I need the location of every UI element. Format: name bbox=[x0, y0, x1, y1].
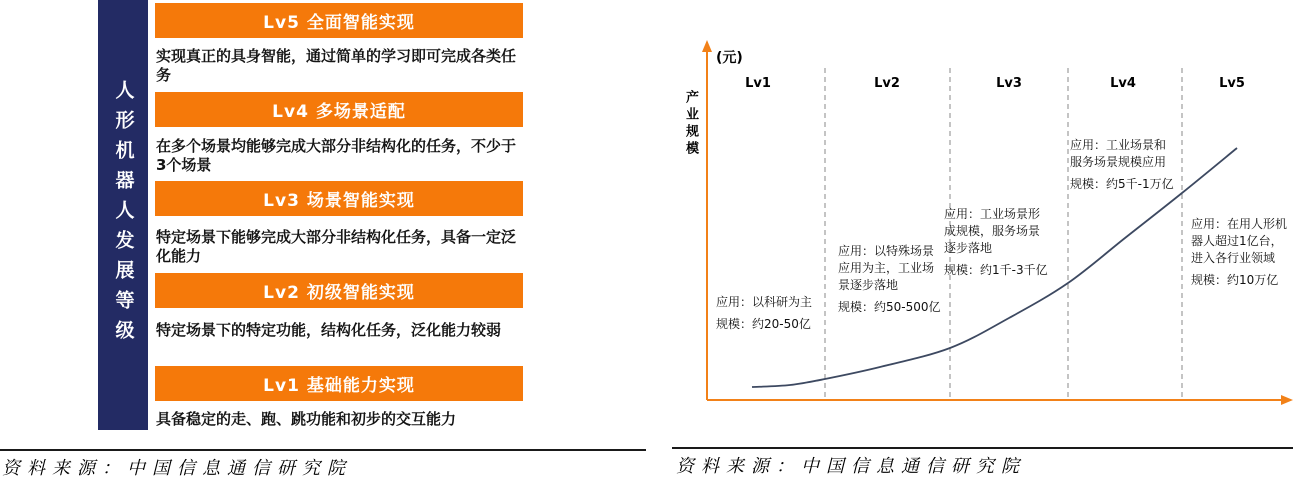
level-bar-lv3: Lv3 场景智能实现 bbox=[155, 181, 523, 216]
y-axis-title: 产业规模 bbox=[683, 90, 698, 158]
column-header-lv2: Lv2 bbox=[874, 76, 900, 91]
level-description-lv2: 特定场景下的特定功能，结构化任务，泛化能力较弱 bbox=[156, 321, 502, 339]
level-description-lv5: 实现真正的具身智能，通过简单的学习即可完成各类任务 bbox=[156, 47, 517, 84]
annotation-scale-text: 规模：约20-50亿 bbox=[716, 317, 811, 331]
annotation-application-text: 应用：以科研为主 bbox=[716, 295, 813, 309]
y-axis-unit-label: (元) bbox=[716, 50, 743, 66]
annotation-application-text: 应用：在用人形机器人超过1亿台，进入各行业领域 bbox=[1191, 217, 1288, 265]
annotation-scale-text: 规模：约50-500亿 bbox=[838, 300, 941, 314]
annotation-scale-text: 规模：约5千-1万亿 bbox=[1070, 177, 1174, 191]
levels-axis-title: 人形机器人发展等级 bbox=[112, 80, 135, 350]
level-description-lv3: 特定场景下能够完成大部分非结构化任务，具备一定泛化能力 bbox=[156, 228, 517, 265]
level-description-lv1: 具备稳定的走、跑、跳功能和初步的交互能力 bbox=[156, 410, 457, 428]
column-header-lv5: Lv5 bbox=[1219, 76, 1245, 91]
annotation-application-text: 应用：工业场景形成规模，服务场景逐步落地 bbox=[944, 207, 1041, 255]
annotation-application-text: 应用：工业场景和服务场景规模应用 bbox=[1070, 138, 1167, 169]
levels-axis-bar bbox=[98, 0, 148, 430]
source-divider-left bbox=[0, 449, 646, 451]
annotation-scale-text: 规模：约1千-3千亿 bbox=[944, 263, 1048, 277]
annotation-lv5 bbox=[1191, 216, 1289, 289]
annotation-application-text: 应用：以特殊场景应用为主，工业场景逐步落地 bbox=[838, 244, 935, 292]
level-bar-lv4: Lv4 多场景适配 bbox=[155, 92, 523, 127]
y-axis-arrow-icon bbox=[702, 40, 712, 52]
column-header-lv4: Lv4 bbox=[1110, 76, 1136, 91]
annotation-lv1 bbox=[716, 294, 812, 333]
annotation-scale-text: 规模：约10万亿 bbox=[1191, 273, 1279, 287]
annotation-lv3 bbox=[944, 206, 1048, 279]
x-axis-arrow-icon bbox=[1281, 395, 1293, 405]
level-bar-lv5: Lv5 全面智能实现 bbox=[155, 3, 523, 38]
source-text-left: 资料来源：中国信息通信研究院 bbox=[2, 458, 352, 479]
column-header-lv3: Lv3 bbox=[996, 76, 1022, 91]
level-bar-lv1: Lv1 基础能力实现 bbox=[155, 366, 523, 401]
column-header-lv1: Lv1 bbox=[745, 76, 771, 91]
source-text-right: 资料来源：中国信息通信研究院 bbox=[676, 456, 1026, 477]
level-bar-lv2: Lv2 初级智能实现 bbox=[155, 273, 523, 308]
level-description-lv4: 在多个场景均能够完成大部分非结构化的任务，不少于3个场景 bbox=[156, 137, 517, 174]
annotation-lv4 bbox=[1070, 137, 1174, 193]
source-divider-right bbox=[672, 447, 1293, 449]
annotation-lv2 bbox=[838, 243, 941, 316]
